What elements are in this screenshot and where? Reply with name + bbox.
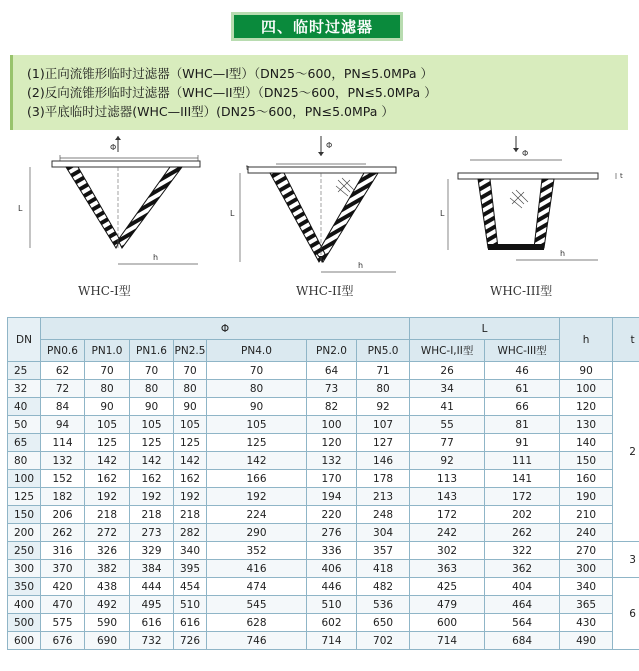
table-cell: 684: [485, 632, 560, 650]
table-cell: 404: [485, 578, 560, 596]
table-cell: 190: [560, 488, 613, 506]
table-cell: 70: [207, 362, 307, 380]
table-cell: 210: [560, 506, 613, 524]
spec-box: [10, 55, 628, 130]
table-cell: 182: [41, 488, 85, 506]
dn-cell: 65: [8, 434, 41, 452]
table-cell: 602: [307, 614, 357, 632]
table-cell: 132: [41, 452, 85, 470]
table-cell: 132: [307, 452, 357, 470]
dn-cell: 300: [8, 560, 41, 578]
header-pn: PN2.5: [174, 340, 207, 362]
table-cell: 416: [207, 560, 307, 578]
table-row: [8, 416, 639, 434]
table-cell: 82: [307, 398, 357, 416]
l-label-i: L: [18, 204, 23, 213]
table-cell: 92: [357, 398, 410, 416]
table-cell: 80: [130, 380, 174, 398]
table-cell: 127: [357, 434, 410, 452]
table-cell: 194: [307, 488, 357, 506]
table-cell: 70: [85, 362, 130, 380]
caption-whc-i: WHC-I型: [78, 284, 131, 298]
table-cell: 172: [485, 488, 560, 506]
table-cell: 370: [41, 560, 85, 578]
table-cell: 616: [130, 614, 174, 632]
table-cell: 302: [410, 542, 485, 560]
table-cell: 454: [174, 578, 207, 596]
table-cell: 272: [85, 524, 130, 542]
table-cell: 120: [560, 398, 613, 416]
dn-cell: 600: [8, 632, 41, 650]
table-cell: 702: [357, 632, 410, 650]
table-cell: 142: [85, 452, 130, 470]
table-cell: 120: [307, 434, 357, 452]
table-cell: 105: [207, 416, 307, 434]
table-cell: 290: [207, 524, 307, 542]
table-row: [8, 452, 639, 470]
table-cell: 676: [41, 632, 85, 650]
l-label-iii: L: [440, 209, 445, 218]
table-cell: 114: [41, 434, 85, 452]
table-cell: 242: [410, 524, 485, 542]
table-cell: 329: [130, 542, 174, 560]
table-row: [8, 506, 639, 524]
table-cell: 363: [410, 560, 485, 578]
table-cell: 590: [85, 614, 130, 632]
phi-label-iii: Φ: [522, 149, 529, 158]
l-label-ii: L: [230, 209, 235, 218]
table-cell: 81: [485, 416, 560, 434]
header-l: L: [410, 318, 560, 340]
table-cell: 575: [41, 614, 85, 632]
header-phi: Φ: [41, 318, 410, 340]
cone-drawing-i: [8, 136, 208, 296]
table-cell: 425: [410, 578, 485, 596]
table-cell: 340: [174, 542, 207, 560]
table-cell: 170: [307, 470, 357, 488]
table-cell: 362: [485, 560, 560, 578]
table-cell: 80: [357, 380, 410, 398]
table-cell: 62: [41, 362, 85, 380]
table-cell: 213: [357, 488, 410, 506]
table-cell: 395: [174, 560, 207, 578]
h-label-ii: h: [358, 261, 364, 270]
table-cell: 90: [207, 398, 307, 416]
table-cell: 510: [174, 596, 207, 614]
header-pn: PN1.0: [85, 340, 130, 362]
dn-cell: 125: [8, 488, 41, 506]
table-cell: 80: [174, 380, 207, 398]
table-cell: 300: [560, 560, 613, 578]
dn-cell: 50: [8, 416, 41, 434]
table-cell: 150: [560, 452, 613, 470]
table-cell: 66: [485, 398, 560, 416]
table-cell: 80: [85, 380, 130, 398]
table-cell: 192: [130, 488, 174, 506]
table-cell: 316: [41, 542, 85, 560]
dn-cell: 32: [8, 380, 41, 398]
table-cell: 70: [174, 362, 207, 380]
table-cell: 70: [130, 362, 174, 380]
basket-drawing-iii: [440, 136, 635, 296]
spec-line-2: (2)反向流锥形临时过滤器（WHC—II型）（DN25～600，PN≤5.0MPa ）: [27, 85, 437, 100]
table-row: [8, 434, 639, 452]
table-cell: 94: [41, 416, 85, 434]
table-cell: 218: [174, 506, 207, 524]
table-row: [8, 488, 639, 506]
table-cell: 192: [174, 488, 207, 506]
table-cell: 202: [485, 506, 560, 524]
section-title-text: 四、临时过滤器: [260, 18, 373, 36]
table-cell: 430: [560, 614, 613, 632]
diagram-whc-iii: [440, 136, 635, 296]
table-cell: 91: [485, 434, 560, 452]
table-cell: 143: [410, 488, 485, 506]
table-cell: 726: [174, 632, 207, 650]
table-cell: 382: [85, 560, 130, 578]
table-cell: 125: [174, 434, 207, 452]
caption-whc-iii: WHC-III型: [490, 284, 553, 298]
table-cell: 365: [560, 596, 613, 614]
table-cell: 146: [357, 452, 410, 470]
table-cell: 142: [174, 452, 207, 470]
table-cell: 162: [174, 470, 207, 488]
table-cell: 322: [485, 542, 560, 560]
table-cell: 479: [410, 596, 485, 614]
table-cell: 616: [174, 614, 207, 632]
table-cell: 474: [207, 578, 307, 596]
table-cell: 160: [560, 470, 613, 488]
h-label-i: h: [153, 253, 159, 262]
t-value-cell: 2: [613, 362, 639, 542]
table-cell: 406: [307, 560, 357, 578]
table-cell: 304: [357, 524, 410, 542]
table-cell: 420: [41, 578, 85, 596]
table-cell: 628: [207, 614, 307, 632]
table-cell: 90: [560, 362, 613, 380]
table-cell: 490: [560, 632, 613, 650]
table-row: [8, 398, 639, 416]
table-cell: 178: [357, 470, 410, 488]
table-cell: 224: [207, 506, 307, 524]
table-cell: 270: [560, 542, 613, 560]
table-cell: 262: [41, 524, 85, 542]
table-cell: 384: [130, 560, 174, 578]
table-cell: 492: [85, 596, 130, 614]
table-cell: 732: [130, 632, 174, 650]
header-pn: PN1.6: [130, 340, 174, 362]
table-cell: 248: [357, 506, 410, 524]
table-row: [8, 380, 639, 398]
table-cell: 470: [41, 596, 85, 614]
dn-cell: 200: [8, 524, 41, 542]
table-cell: 90: [130, 398, 174, 416]
table-cell: 100: [307, 416, 357, 434]
header-t: t: [613, 318, 639, 362]
caption-whc-ii: WHC-II型: [296, 284, 354, 298]
table-cell: 218: [85, 506, 130, 524]
table-cell: 73: [307, 380, 357, 398]
header-l-sub: WHC-III型: [485, 340, 560, 362]
header-pn: PN5.0: [357, 340, 410, 362]
table-row: [8, 614, 639, 632]
table-cell: 438: [85, 578, 130, 596]
table-cell: 90: [85, 398, 130, 416]
phi-label-ii: Φ: [326, 141, 333, 150]
dn-cell: 350: [8, 578, 41, 596]
table-cell: 105: [174, 416, 207, 434]
table-row: [8, 632, 639, 650]
table-cell: 113: [410, 470, 485, 488]
table-cell: 55: [410, 416, 485, 434]
table-cell: 218: [130, 506, 174, 524]
table-cell: 192: [85, 488, 130, 506]
table-cell: 72: [41, 380, 85, 398]
table-cell: 240: [560, 524, 613, 542]
dn-cell: 400: [8, 596, 41, 614]
table-row: [8, 578, 639, 596]
dn-cell: 150: [8, 506, 41, 524]
table-cell: 26: [410, 362, 485, 380]
table-row: [8, 362, 639, 380]
header-l-sub: WHC-I,II型: [410, 340, 485, 362]
table-cell: 536: [357, 596, 410, 614]
dimension-table: [7, 317, 639, 650]
table-cell: 282: [174, 524, 207, 542]
header-pn: PN4.0: [207, 340, 307, 362]
table-row: [8, 470, 639, 488]
t-value-cell: 6: [613, 578, 639, 650]
table-body: [8, 362, 639, 650]
table-cell: 71: [357, 362, 410, 380]
dn-cell: 80: [8, 452, 41, 470]
table-cell: 276: [307, 524, 357, 542]
dn-cell: 40: [8, 398, 41, 416]
section-title: [231, 12, 403, 41]
table-cell: 90: [174, 398, 207, 416]
table-cell: 192: [207, 488, 307, 506]
table-cell: 357: [357, 542, 410, 560]
table-cell: 206: [41, 506, 85, 524]
table-cell: 510: [307, 596, 357, 614]
diagram-whc-ii: [226, 136, 426, 296]
table-cell: 141: [485, 470, 560, 488]
h-label-iii: h: [560, 249, 566, 258]
header-pn: PN0.6: [41, 340, 85, 362]
table-cell: 152: [41, 470, 85, 488]
table-cell: 418: [357, 560, 410, 578]
header-pn: PN2.0: [307, 340, 357, 362]
table-cell: 600: [410, 614, 485, 632]
table-cell: 746: [207, 632, 307, 650]
header-dn: DN: [8, 318, 41, 362]
header-h: h: [560, 318, 613, 362]
table-cell: 100: [560, 380, 613, 398]
table-cell: 464: [485, 596, 560, 614]
table-cell: 444: [130, 578, 174, 596]
table-cell: 105: [85, 416, 130, 434]
table-cell: 162: [85, 470, 130, 488]
table-cell: 41: [410, 398, 485, 416]
table-cell: 172: [410, 506, 485, 524]
diagram-whc-i: [8, 136, 208, 296]
table-cell: 80: [207, 380, 307, 398]
table-cell: 273: [130, 524, 174, 542]
dn-cell: 250: [8, 542, 41, 560]
table-cell: 84: [41, 398, 85, 416]
spec-line-3: (3)平底临时过滤器(WHC—III型）(DN25～600，PN≤5.0MPa ）: [27, 104, 394, 119]
table-cell: 107: [357, 416, 410, 434]
table-cell: 650: [357, 614, 410, 632]
dn-cell: 100: [8, 470, 41, 488]
dn-cell: 25: [8, 362, 41, 380]
table-cell: 220: [307, 506, 357, 524]
table-cell: 326: [85, 542, 130, 560]
dn-cell: 500: [8, 614, 41, 632]
table-cell: 262: [485, 524, 560, 542]
table-cell: 714: [307, 632, 357, 650]
table-cell: 714: [410, 632, 485, 650]
table-cell: 111: [485, 452, 560, 470]
table-cell: 140: [560, 434, 613, 452]
table-cell: 564: [485, 614, 560, 632]
table-cell: 162: [130, 470, 174, 488]
table-cell: 105: [130, 416, 174, 434]
table-cell: 77: [410, 434, 485, 452]
table-cell: 92: [410, 452, 485, 470]
table-cell: 64: [307, 362, 357, 380]
table-cell: 61: [485, 380, 560, 398]
table-cell: 495: [130, 596, 174, 614]
table-cell: 166: [207, 470, 307, 488]
phi-label-i: Φ: [110, 143, 117, 152]
table-cell: 446: [307, 578, 357, 596]
table-cell: 125: [130, 434, 174, 452]
table-cell: 142: [207, 452, 307, 470]
table-cell: 46: [485, 362, 560, 380]
table-row: [8, 560, 639, 578]
table-row: [8, 524, 639, 542]
table-cell: 352: [207, 542, 307, 560]
table-cell: 142: [130, 452, 174, 470]
table-cell: 336: [307, 542, 357, 560]
t-label-iii: t: [620, 172, 623, 180]
table-cell: 340: [560, 578, 613, 596]
t-value-cell: 3: [613, 542, 639, 578]
cone-drawing-ii: [226, 136, 426, 296]
table-cell: 545: [207, 596, 307, 614]
table-cell: 125: [207, 434, 307, 452]
spec-line-1: (1)正向流锥形临时过滤器（WHC—I型）（DN25～600，PN≤5.0MPa ）: [27, 66, 434, 81]
table-cell: 125: [85, 434, 130, 452]
table-row: [8, 542, 639, 560]
table-cell: 690: [85, 632, 130, 650]
table-cell: 130: [560, 416, 613, 434]
table-row: [8, 596, 639, 614]
t-label-ii: t: [246, 164, 249, 172]
table-cell: 482: [357, 578, 410, 596]
table-cell: 34: [410, 380, 485, 398]
